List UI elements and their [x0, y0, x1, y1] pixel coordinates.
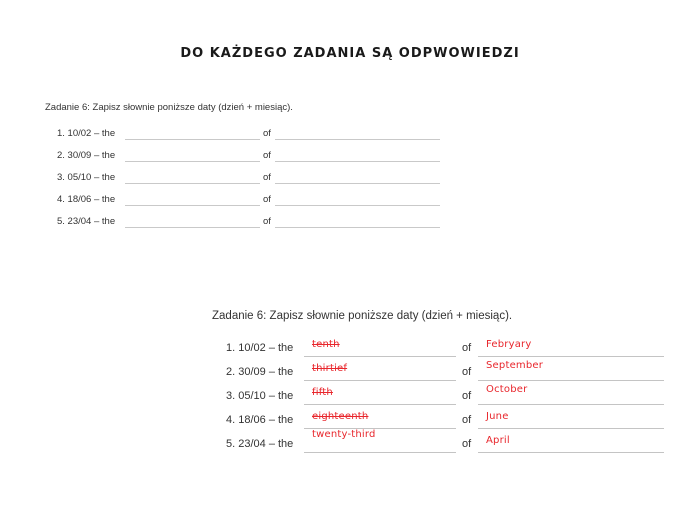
blank-exercise-row-4	[45, 191, 465, 213]
page-title: DO KAŻDEGO ZADANIA SĄ ODPWOWIEDZI	[180, 46, 520, 61]
month-answer-line	[275, 227, 440, 228]
day-answer-line	[304, 356, 456, 357]
day-answer-line	[125, 183, 260, 184]
day-answer: tenth	[312, 339, 340, 350]
of-label: of	[462, 390, 472, 402]
solved-exercise-row-5	[212, 429, 672, 458]
month-answer-line	[275, 205, 440, 206]
month-answer: September	[486, 360, 544, 371]
solved-exercise-row-4	[212, 410, 672, 434]
blank-exercise-heading: Zadanie 6: Zapisz słownie poniższe daty (dzień + miesiąc).	[45, 102, 293, 113]
date-label: 2. 30/09 – the	[57, 150, 116, 161]
of-label: of	[462, 414, 472, 426]
blank-exercise-row-2	[45, 147, 465, 169]
month-answer: June	[486, 411, 509, 422]
day-answer-line	[125, 161, 260, 162]
date-label: 3. 05/10 – the	[226, 390, 294, 402]
solved-exercise-row-3	[212, 386, 672, 410]
blank-exercise	[45, 102, 465, 235]
date-label: 4. 18/06 – the	[226, 414, 294, 426]
blank-exercise-row-1	[45, 125, 465, 147]
blank-exercise-row-5	[45, 213, 465, 235]
of-label: of	[462, 366, 472, 378]
solved-exercise-row-1	[212, 338, 672, 362]
of-label: of	[263, 216, 271, 227]
of-label: of	[462, 438, 472, 450]
month-answer-line	[478, 380, 664, 381]
month-answer-line	[478, 356, 664, 357]
of-label: of	[263, 194, 271, 205]
date-label: 2. 30/09 – the	[226, 366, 294, 378]
date-label: 1. 10/02 – the	[57, 128, 116, 139]
day-answer-line	[304, 404, 456, 405]
day-answer-line	[125, 227, 260, 228]
month-answer-line	[275, 139, 440, 140]
solved-exercise	[212, 310, 672, 458]
date-label: 5. 23/04 – the	[57, 216, 116, 227]
of-label: of	[462, 342, 472, 354]
day-answer: fifth	[312, 387, 333, 398]
blank-exercise-row-3	[45, 169, 465, 191]
month-answer: Febryary	[486, 339, 532, 350]
date-label: 4. 18/06 – the	[57, 194, 116, 205]
date-label: 3. 05/10 – the	[57, 172, 116, 183]
day-answer: thirtief	[312, 363, 348, 374]
of-label: of	[263, 150, 271, 161]
month-answer: April	[486, 435, 510, 446]
month-answer-line	[275, 161, 440, 162]
month-answer-line	[478, 452, 664, 453]
month-answer-line	[478, 428, 664, 429]
day-answer-line	[304, 452, 456, 453]
of-label: of	[263, 128, 271, 139]
solved-exercise-row-2	[212, 362, 672, 386]
month-answer-line	[275, 183, 440, 184]
of-label: of	[263, 172, 271, 183]
month-answer-line	[478, 404, 664, 405]
day-answer: eighteenth	[312, 411, 369, 422]
day-answer-line	[304, 380, 456, 381]
day-answer-line	[125, 139, 260, 140]
day-answer-line	[125, 205, 260, 206]
date-label: 5. 23/04 – the	[226, 438, 294, 450]
month-answer: October	[486, 384, 528, 395]
day-answer: twenty-third	[312, 429, 376, 440]
date-label: 1. 10/02 – the	[226, 342, 294, 354]
solved-exercise-heading: Zadanie 6: Zapisz słownie poniższe daty (dzień + miesiąc).	[212, 310, 513, 322]
